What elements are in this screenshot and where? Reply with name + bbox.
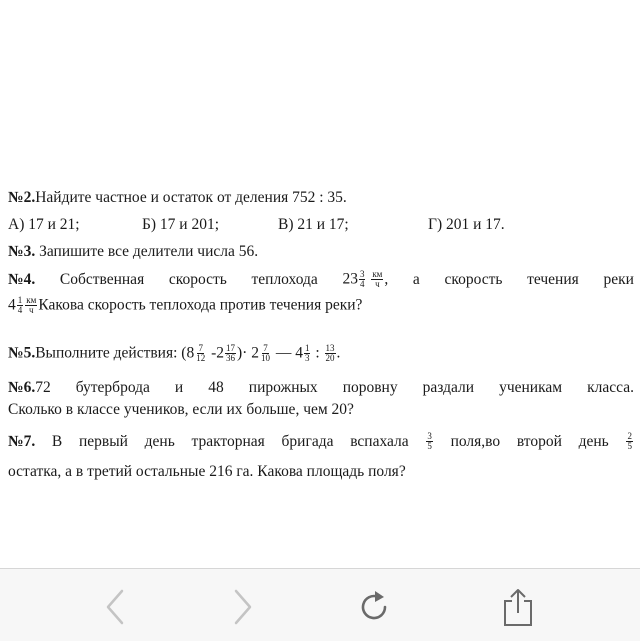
problem-4-number: №4. xyxy=(8,271,36,289)
reload-button[interactable] xyxy=(354,587,394,627)
word: второй xyxy=(516,433,562,451)
expression-part: . xyxy=(336,344,341,362)
chevron-left-icon xyxy=(96,587,136,627)
fraction xyxy=(304,344,311,364)
ship-speed: 23 $\frac{3}{4}$ $\frac{км}{ч}$ , xyxy=(342,269,389,290)
problem-6-line-2: Сколько в классе учеников, если их больше, чем 20? xyxy=(8,401,354,418)
problem-5 xyxy=(8,344,634,364)
problem-6-line-1 xyxy=(8,380,634,396)
chevron-right-icon xyxy=(222,587,262,627)
word: поровну xyxy=(342,379,398,396)
fraction-numerator: 13 xyxy=(325,343,335,353)
expression-part: -2 xyxy=(207,344,224,362)
ship-speed-whole: 23 xyxy=(342,270,358,288)
unit-denominator: ч xyxy=(375,279,380,290)
fraction-denominator: 3 xyxy=(304,353,310,364)
word: реки xyxy=(603,271,634,289)
river-speed-whole: 4 xyxy=(8,296,16,314)
problem-7-line-2: остатка, а в третий остальные 216 га. Какова площадь поля? xyxy=(8,463,406,480)
problem-3-number: №3. xyxy=(8,243,36,260)
forward-button[interactable] xyxy=(222,587,262,627)
fraction xyxy=(195,344,206,364)
speed-unit xyxy=(25,296,37,316)
fraction xyxy=(260,344,271,364)
problem-4-question: Какова скорость теплохода против течения реки? xyxy=(38,296,363,314)
problem-3-text: Запишите все делители числа 56. xyxy=(35,243,259,260)
option-a: А) 17 и 21; xyxy=(8,216,80,233)
fraction-numerator: 7 xyxy=(263,343,268,353)
expression-part: : xyxy=(311,344,324,362)
word: тракторная xyxy=(191,433,265,451)
fraction-denominator: 12 xyxy=(196,353,206,364)
word: течения xyxy=(527,271,579,289)
problem-7-number: №7. xyxy=(8,433,36,451)
problem-2-number: №2. xyxy=(8,189,36,206)
word: бутерброда xyxy=(75,379,150,396)
word: класса. xyxy=(587,379,634,396)
word: первый xyxy=(78,433,128,451)
word: пирожных xyxy=(248,379,318,396)
problem-6-number: №6. xyxy=(8,379,36,396)
problem-4-line-1 xyxy=(8,270,634,290)
expression-part: )· 2 xyxy=(237,344,259,362)
word: скорость xyxy=(444,271,503,289)
fraction-numerator: 17 xyxy=(226,343,235,353)
fraction-denominator: 10 xyxy=(260,353,270,364)
fraction-numerator: 1 xyxy=(304,343,310,353)
speed-unit xyxy=(371,270,383,290)
problem-4-line-2 xyxy=(8,296,634,316)
fraction xyxy=(325,344,336,364)
fraction-numerator: 3 xyxy=(359,269,365,279)
fraction-denominator: 36 xyxy=(226,353,235,364)
fraction xyxy=(225,344,236,364)
word: теплохода xyxy=(251,271,318,289)
fraction xyxy=(426,432,433,452)
browser-toolbar xyxy=(0,568,640,641)
share-icon xyxy=(498,587,538,627)
fraction-denominator: 20 xyxy=(325,353,335,364)
word: поля,во xyxy=(450,433,501,451)
river-speed-fraction xyxy=(17,296,24,316)
back-button[interactable] xyxy=(96,587,136,627)
word: 48 xyxy=(208,379,224,396)
fraction-denominator: 5 xyxy=(427,441,432,452)
problem-5-number: №5. xyxy=(8,344,36,362)
word: ученикам xyxy=(499,379,563,396)
fraction-denominator: 4 xyxy=(17,305,23,316)
word: Собственная xyxy=(59,271,145,289)
word: 72 xyxy=(35,379,51,396)
fraction-numerator: 1 xyxy=(17,295,23,305)
word: а xyxy=(412,271,420,289)
fraction-denominator: 5 xyxy=(627,441,632,452)
fraction-denominator: 4 xyxy=(359,279,365,290)
unit-denominator: ч xyxy=(29,305,34,316)
word: бригада xyxy=(281,433,334,451)
problem-2-text: Найдите частное и остаток от деления 752 : 35. xyxy=(35,189,347,206)
option-c: В) 21 и 17; xyxy=(278,216,349,233)
option-b: Б) 17 и 201; xyxy=(142,216,220,233)
word: скорость xyxy=(168,271,227,289)
word: вспахала xyxy=(350,433,409,451)
problem-5-text: Выполните действия: (8 xyxy=(35,344,195,362)
fraction-numerator: 2 xyxy=(627,431,632,441)
fraction xyxy=(626,432,633,452)
word: раздали xyxy=(422,379,475,396)
expression-part: — 4 xyxy=(271,344,303,362)
word: и xyxy=(174,379,184,396)
share-button[interactable] xyxy=(498,587,538,627)
option-d: Г) 201 и 17. xyxy=(428,216,505,233)
reload-icon xyxy=(354,587,394,627)
problem-3 xyxy=(8,244,634,260)
unit-numerator: км xyxy=(372,269,383,279)
ship-speed-fraction xyxy=(359,270,366,290)
unit-numerator: км xyxy=(26,295,37,305)
problem-2-options xyxy=(8,217,634,233)
fraction-numerator: 3 xyxy=(427,431,432,441)
word: В xyxy=(51,433,63,451)
word: день xyxy=(144,433,175,451)
fraction-numerator: 7 xyxy=(198,343,203,353)
problem-7-line-1 xyxy=(8,432,634,452)
problem-2-title xyxy=(8,190,634,206)
word: день xyxy=(578,433,609,451)
